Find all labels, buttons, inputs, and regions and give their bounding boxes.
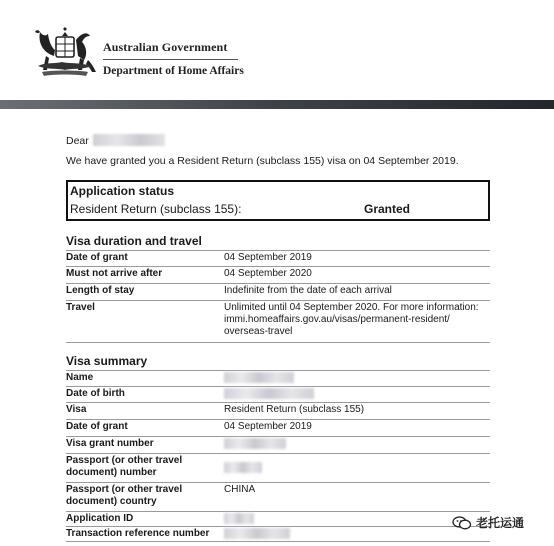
application-status-box bbox=[66, 180, 490, 221]
row-value bbox=[224, 438, 490, 453]
intro-text: We have granted you a Resident Return (subclass 155) visa on 04 September 2019. bbox=[66, 155, 459, 167]
table-row bbox=[66, 284, 490, 301]
table-row bbox=[66, 420, 490, 437]
row-key: Application ID bbox=[66, 513, 134, 524]
visa-duration-title: Visa duration and travel bbox=[66, 234, 202, 248]
watermark bbox=[452, 514, 524, 531]
redacted-value bbox=[224, 372, 294, 383]
table-row bbox=[66, 454, 490, 483]
wechat-icon bbox=[452, 516, 472, 530]
row-key: Name bbox=[66, 372, 94, 383]
row-value bbox=[224, 372, 490, 387]
divider bbox=[103, 59, 238, 60]
redacted-value bbox=[224, 513, 254, 524]
status-title: Application status bbox=[70, 184, 175, 198]
status-label: Resident Return (subclass 155): bbox=[70, 202, 242, 216]
row-key: Date of grant bbox=[66, 252, 128, 263]
row-key: Date of birth bbox=[66, 388, 125, 399]
row-value: Indefinite from the date of each arrival bbox=[224, 285, 392, 296]
row-key: Date of grant bbox=[66, 421, 128, 432]
redacted-value bbox=[224, 388, 314, 399]
row-key: Passport (or other travel document) number bbox=[66, 455, 183, 478]
status-value: Granted bbox=[364, 202, 411, 216]
row-value: 04 September 2019 bbox=[224, 252, 312, 263]
visa-summary-table bbox=[66, 370, 490, 542]
redacted-value bbox=[224, 462, 262, 473]
row-value bbox=[224, 528, 490, 543]
redacted-name bbox=[93, 134, 165, 146]
table-row bbox=[66, 437, 490, 454]
coat-of-arms-icon bbox=[32, 26, 98, 80]
org-line-2: Department of Home Affairs bbox=[103, 65, 244, 77]
letterhead bbox=[0, 0, 554, 100]
row-value: 04 September 2019 bbox=[224, 421, 312, 432]
row-key: Transaction reference number bbox=[66, 528, 210, 539]
row-value bbox=[224, 513, 490, 528]
row-key: Length of stay bbox=[66, 285, 135, 296]
row-key: Passport (or other travel document) country bbox=[66, 484, 183, 507]
table-row bbox=[66, 301, 490, 343]
visa-duration-table bbox=[66, 250, 490, 343]
row-key: Visa bbox=[66, 404, 87, 415]
row-key: Travel bbox=[66, 302, 95, 313]
table-row bbox=[66, 403, 490, 420]
table-row bbox=[66, 267, 490, 284]
row-value bbox=[224, 455, 490, 477]
row-value: 04 September 2020 bbox=[224, 268, 312, 279]
table-row bbox=[66, 387, 490, 403]
table-row bbox=[66, 483, 490, 512]
redacted-value bbox=[224, 438, 286, 449]
government-wordmark bbox=[103, 40, 244, 77]
table-row bbox=[66, 251, 490, 267]
salutation bbox=[66, 134, 165, 147]
row-key: Visa grant number bbox=[66, 438, 154, 449]
header-bar bbox=[0, 100, 554, 109]
table-row bbox=[66, 512, 490, 527]
row-value bbox=[224, 388, 490, 403]
row-value: Resident Return (subclass 155) bbox=[224, 404, 365, 415]
table-row bbox=[66, 527, 490, 542]
org-line-1: Australian Government bbox=[103, 40, 228, 54]
row-key: Must not arrive after bbox=[66, 268, 163, 279]
visa-summary-title: Visa summary bbox=[66, 354, 148, 368]
row-value: CHINA bbox=[224, 484, 256, 495]
table-row bbox=[66, 371, 490, 387]
watermark-text: 老托运通 bbox=[476, 516, 525, 530]
salutation-text: Dear bbox=[66, 135, 89, 147]
redacted-value bbox=[224, 528, 290, 539]
row-value: Unlimited until 04 September 2020. For more information: immi.homeaffairs.gov.au/visas/permanent-resident/ overseas-travel bbox=[224, 302, 479, 337]
